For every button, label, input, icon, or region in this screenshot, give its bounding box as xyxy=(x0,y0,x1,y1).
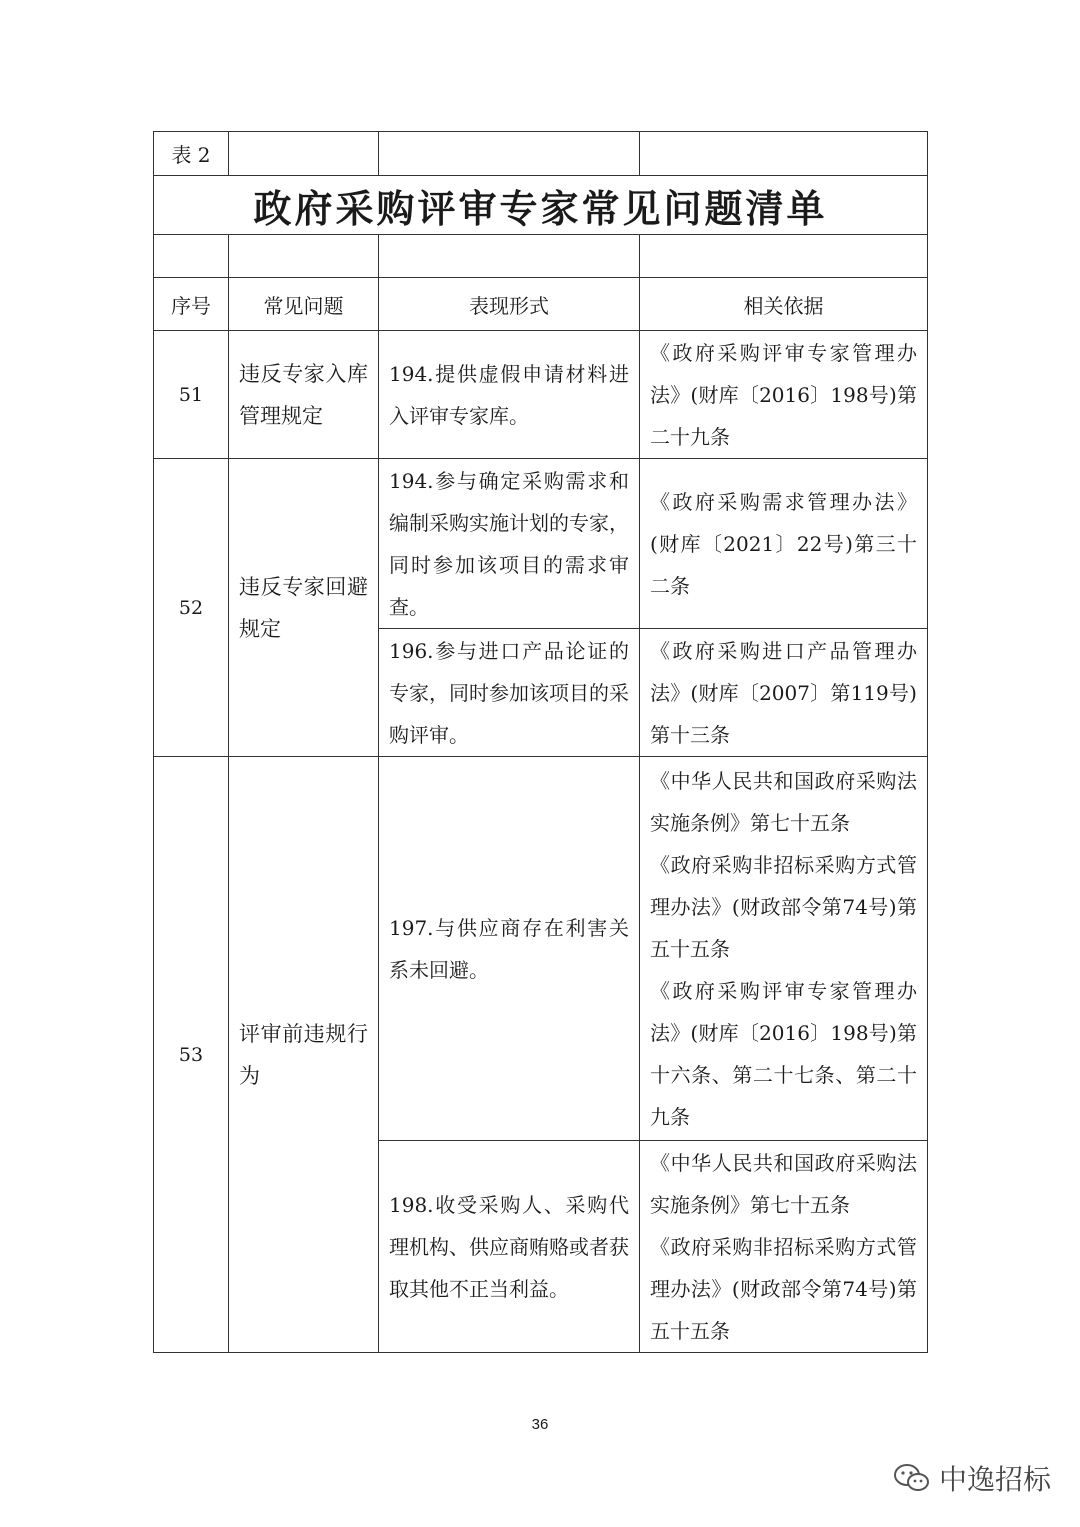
table-row xyxy=(154,459,928,629)
watermark xyxy=(893,1458,1051,1498)
page-number: 36 xyxy=(531,1416,549,1433)
form-cell: 194.参与确定采购需求和编制采购实施计划的专家，同时参加该项目的需求审查。 xyxy=(379,459,640,629)
basis-item: 《政府采购非招标采购方式管理办法》(财政部令第74号)第五十五条 xyxy=(650,1234,917,1343)
form-cell: 196.参与进口产品论证的专家，同时参加该项目的采购评审。 xyxy=(379,629,640,757)
table-row xyxy=(154,331,928,459)
basis-item: 《中华人民共和国政府采购法实施条例》第七十五条 xyxy=(650,768,917,835)
problem-list-table xyxy=(153,131,928,1353)
problem-cell: 违反专家入库管理规定 xyxy=(229,331,379,459)
table-row xyxy=(154,757,928,1141)
wechat-icon xyxy=(893,1462,931,1494)
form-cell: 198.收受采购人、采购代理机构、供应商贿赂或者获取其他不正当利益。 xyxy=(379,1141,640,1353)
basis-item: 《政府采购评审专家管理办法》(财库〔2016〕198号)第十六条、第二十七条、第二十九条 xyxy=(650,978,917,1129)
basis-cell: 《政府采购需求管理办法》(财库〔2021〕22号)第三十二条 xyxy=(640,459,928,629)
row-number: 51 xyxy=(154,331,229,459)
problem-cell: 评审前违规行为 xyxy=(229,757,379,1353)
header-cell-form: 表现形式 xyxy=(379,278,640,331)
basis-cell xyxy=(640,757,928,1141)
header-cell-seq: 序号 xyxy=(154,278,229,331)
header-cell-problem: 常见问题 xyxy=(229,278,379,331)
basis-cell: 《政府采购进口产品管理办法》(财库〔2007〕第119号)第十三条 xyxy=(640,629,928,757)
form-cell: 194.提供虚假申请材料进入评审专家库。 xyxy=(379,331,640,459)
basis-cell: 《政府采购评审专家管理办法》(财库〔2016〕198号)第二十九条 xyxy=(640,331,928,459)
basis-item: 《中华人民共和国政府采购法实施条例》第七十五条 xyxy=(650,1150,917,1217)
header-row xyxy=(154,278,928,331)
row-number: 53 xyxy=(154,757,229,1353)
problem-cell: 违反专家回避规定 xyxy=(229,459,379,757)
page-title: 政府采购评审专家常见问题清单 xyxy=(154,176,928,235)
table-label: 表 2 xyxy=(154,132,229,176)
basis-item: 《政府采购非招标采购方式管理办法》(财政部令第74号)第五十五条 xyxy=(650,852,917,961)
form-cell: 197.与供应商存在利害关系未回避。 xyxy=(379,757,640,1141)
basis-cell xyxy=(640,1141,928,1353)
row-number: 52 xyxy=(154,459,229,757)
header-cell-basis: 相关依据 xyxy=(640,278,928,331)
watermark-text: 中逸招标 xyxy=(939,1463,1052,1496)
